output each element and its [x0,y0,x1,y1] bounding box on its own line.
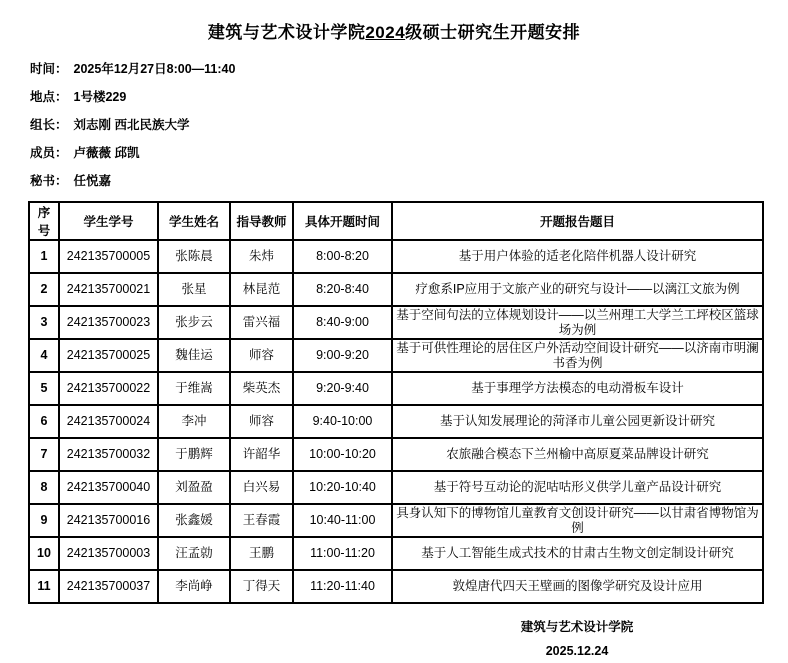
cell-student-id: 242135700003 [59,537,158,570]
info-members [30,139,788,167]
info-leader [30,111,788,139]
cell-advisor: 林昆范 [230,273,293,306]
cell-time: 8:40-9:00 [293,306,392,339]
cell-time: 8:20-8:40 [293,273,392,306]
footer-date: 2025.12.24 [545,644,609,658]
cell-student-id: 242135700022 [59,372,158,405]
cell-topic: 具身认知下的博物馆儿童教育文创设计研究——以甘肃省博物馆为例 [392,504,763,537]
cell-no: 8 [29,471,59,504]
cell-no: 9 [29,504,59,537]
footer [392,615,762,663]
cell-student-id: 242135700040 [59,471,158,504]
cell-no: 5 [29,372,59,405]
cell-topic: 敦煌唐代四天王壁画的图像学研究及设计应用 [392,570,763,603]
cell-time: 8:00-8:20 [293,240,392,273]
page-title [0,18,788,43]
cell-student-name: 张步云 [158,306,230,339]
members-label: 成员： [30,146,68,160]
cell-no: 3 [29,306,59,339]
cell-no: 6 [29,405,59,438]
cell-no: 11 [29,570,59,603]
cell-time: 10:20-10:40 [293,471,392,504]
cell-advisor: 白兴易 [230,471,293,504]
cell-no: 7 [29,438,59,471]
cell-advisor: 许韶华 [230,438,293,471]
info-secretary [30,167,788,195]
col-header: 开题报告题目 [392,202,763,240]
col-header: 学生学号 [59,202,158,240]
cell-time: 10:00-10:20 [293,438,392,471]
table-row [29,438,763,471]
place-value: 1号楼229 [73,90,127,104]
cell-student-name: 张陈晨 [158,240,230,273]
table-row [29,339,763,372]
cell-student-id: 242135700025 [59,339,158,372]
cell-student-name: 李尚峥 [158,570,230,603]
cell-student-name: 汪孟勍 [158,537,230,570]
cell-advisor: 朱炜 [230,240,293,273]
table-row [29,306,763,339]
leader-label: 组长： [30,118,68,132]
header-row [29,202,763,240]
cell-student-id: 242135700005 [59,240,158,273]
info-place [30,83,788,111]
cell-topic: 基于人工智能生成式技术的甘肃古生物文创定制设计研究 [392,537,763,570]
cell-advisor: 师容 [230,339,293,372]
schedule-table [28,201,764,604]
cell-topic: 基于符号互动论的泥咕咕形义供学儿童产品设计研究 [392,471,763,504]
col-header: 学生姓名 [158,202,230,240]
cell-advisor: 雷兴福 [230,306,293,339]
secretary-label: 秘书： [30,174,68,188]
cell-topic: 基于可供性理论的居住区户外活动空间设计研究——以济南市明澜书香为例 [392,339,763,372]
cell-no: 10 [29,537,59,570]
cell-time: 9:00-9:20 [293,339,392,372]
table-row [29,537,763,570]
cell-student-name: 李冲 [158,405,230,438]
col-header: 指导教师 [230,202,293,240]
cell-advisor: 师容 [230,405,293,438]
schedule-table-body [29,240,763,603]
cell-topic: 基于事理学方法模态的电动滑板车设计 [392,372,763,405]
cell-student-name: 魏佳运 [158,339,230,372]
table-row [29,471,763,504]
cell-time: 10:40-11:00 [293,504,392,537]
cell-no: 4 [29,339,59,372]
cell-student-id: 242135700021 [59,273,158,306]
cell-no: 2 [29,273,59,306]
cell-time: 9:40-10:00 [293,405,392,438]
col-header: 具体开题时间 [293,202,392,240]
table-row [29,240,763,273]
secretary-value: 任悦嘉 [73,174,112,188]
cell-topic: 基于用户体验的适老化陪伴机器人设计研究 [392,240,763,273]
title-prefix: 建筑与艺术设计学院 [207,23,366,42]
place-label: 地点： [30,90,68,104]
footer-org: 建筑与艺术设计学院 [520,620,634,634]
cell-no: 1 [29,240,59,273]
cell-student-name: 于维嵩 [158,372,230,405]
cell-student-id: 242135700023 [59,306,158,339]
cell-time: 11:20-11:40 [293,570,392,603]
cell-student-name: 刘盈盈 [158,471,230,504]
info-time [30,55,788,83]
cell-advisor: 王春霞 [230,504,293,537]
cell-student-id: 242135700037 [59,570,158,603]
table-row [29,570,763,603]
cell-time: 9:20-9:40 [293,372,392,405]
members-value: 卢薇薇 邱凯 [73,146,140,160]
leader-value: 刘志刚 西北民族大学 [73,118,190,132]
cell-student-id: 242135700016 [59,504,158,537]
schedule-table-header [29,202,763,240]
cell-time: 11:00-11:20 [293,537,392,570]
cell-student-id: 242135700032 [59,438,158,471]
table-row [29,405,763,438]
time-label: 时间： [30,62,68,76]
cell-student-name: 张鑫媛 [158,504,230,537]
cell-advisor: 王鹏 [230,537,293,570]
cell-topic: 基于认知发展理论的菏泽市儿童公园更新设计研究 [392,405,763,438]
cell-topic: 疗愈系IP应用于文旅产业的研究与设计——以漓江文旅为例 [392,273,763,306]
col-header: 序号 [29,202,59,240]
title-suffix: 级硕士研究生开题安排 [405,23,581,42]
table-row [29,372,763,405]
cell-advisor: 丁得天 [230,570,293,603]
cell-advisor: 柴英杰 [230,372,293,405]
cell-student-id: 242135700024 [59,405,158,438]
time-value: 2025年12月27日8:00—11:40 [73,62,236,76]
cell-student-name: 张星 [158,273,230,306]
cell-topic: 基于空间句法的立体规划设计——以兰州理工大学兰工坪校区篮球场为例 [392,306,763,339]
cell-topic: 农旅融合模态下兰州榆中高原夏菜品牌设计研究 [392,438,763,471]
title-year-underlined: 2024 [365,23,406,42]
table-row [29,504,763,537]
info-block [0,55,788,195]
cell-student-name: 于鹏辉 [158,438,230,471]
table-row [29,273,763,306]
